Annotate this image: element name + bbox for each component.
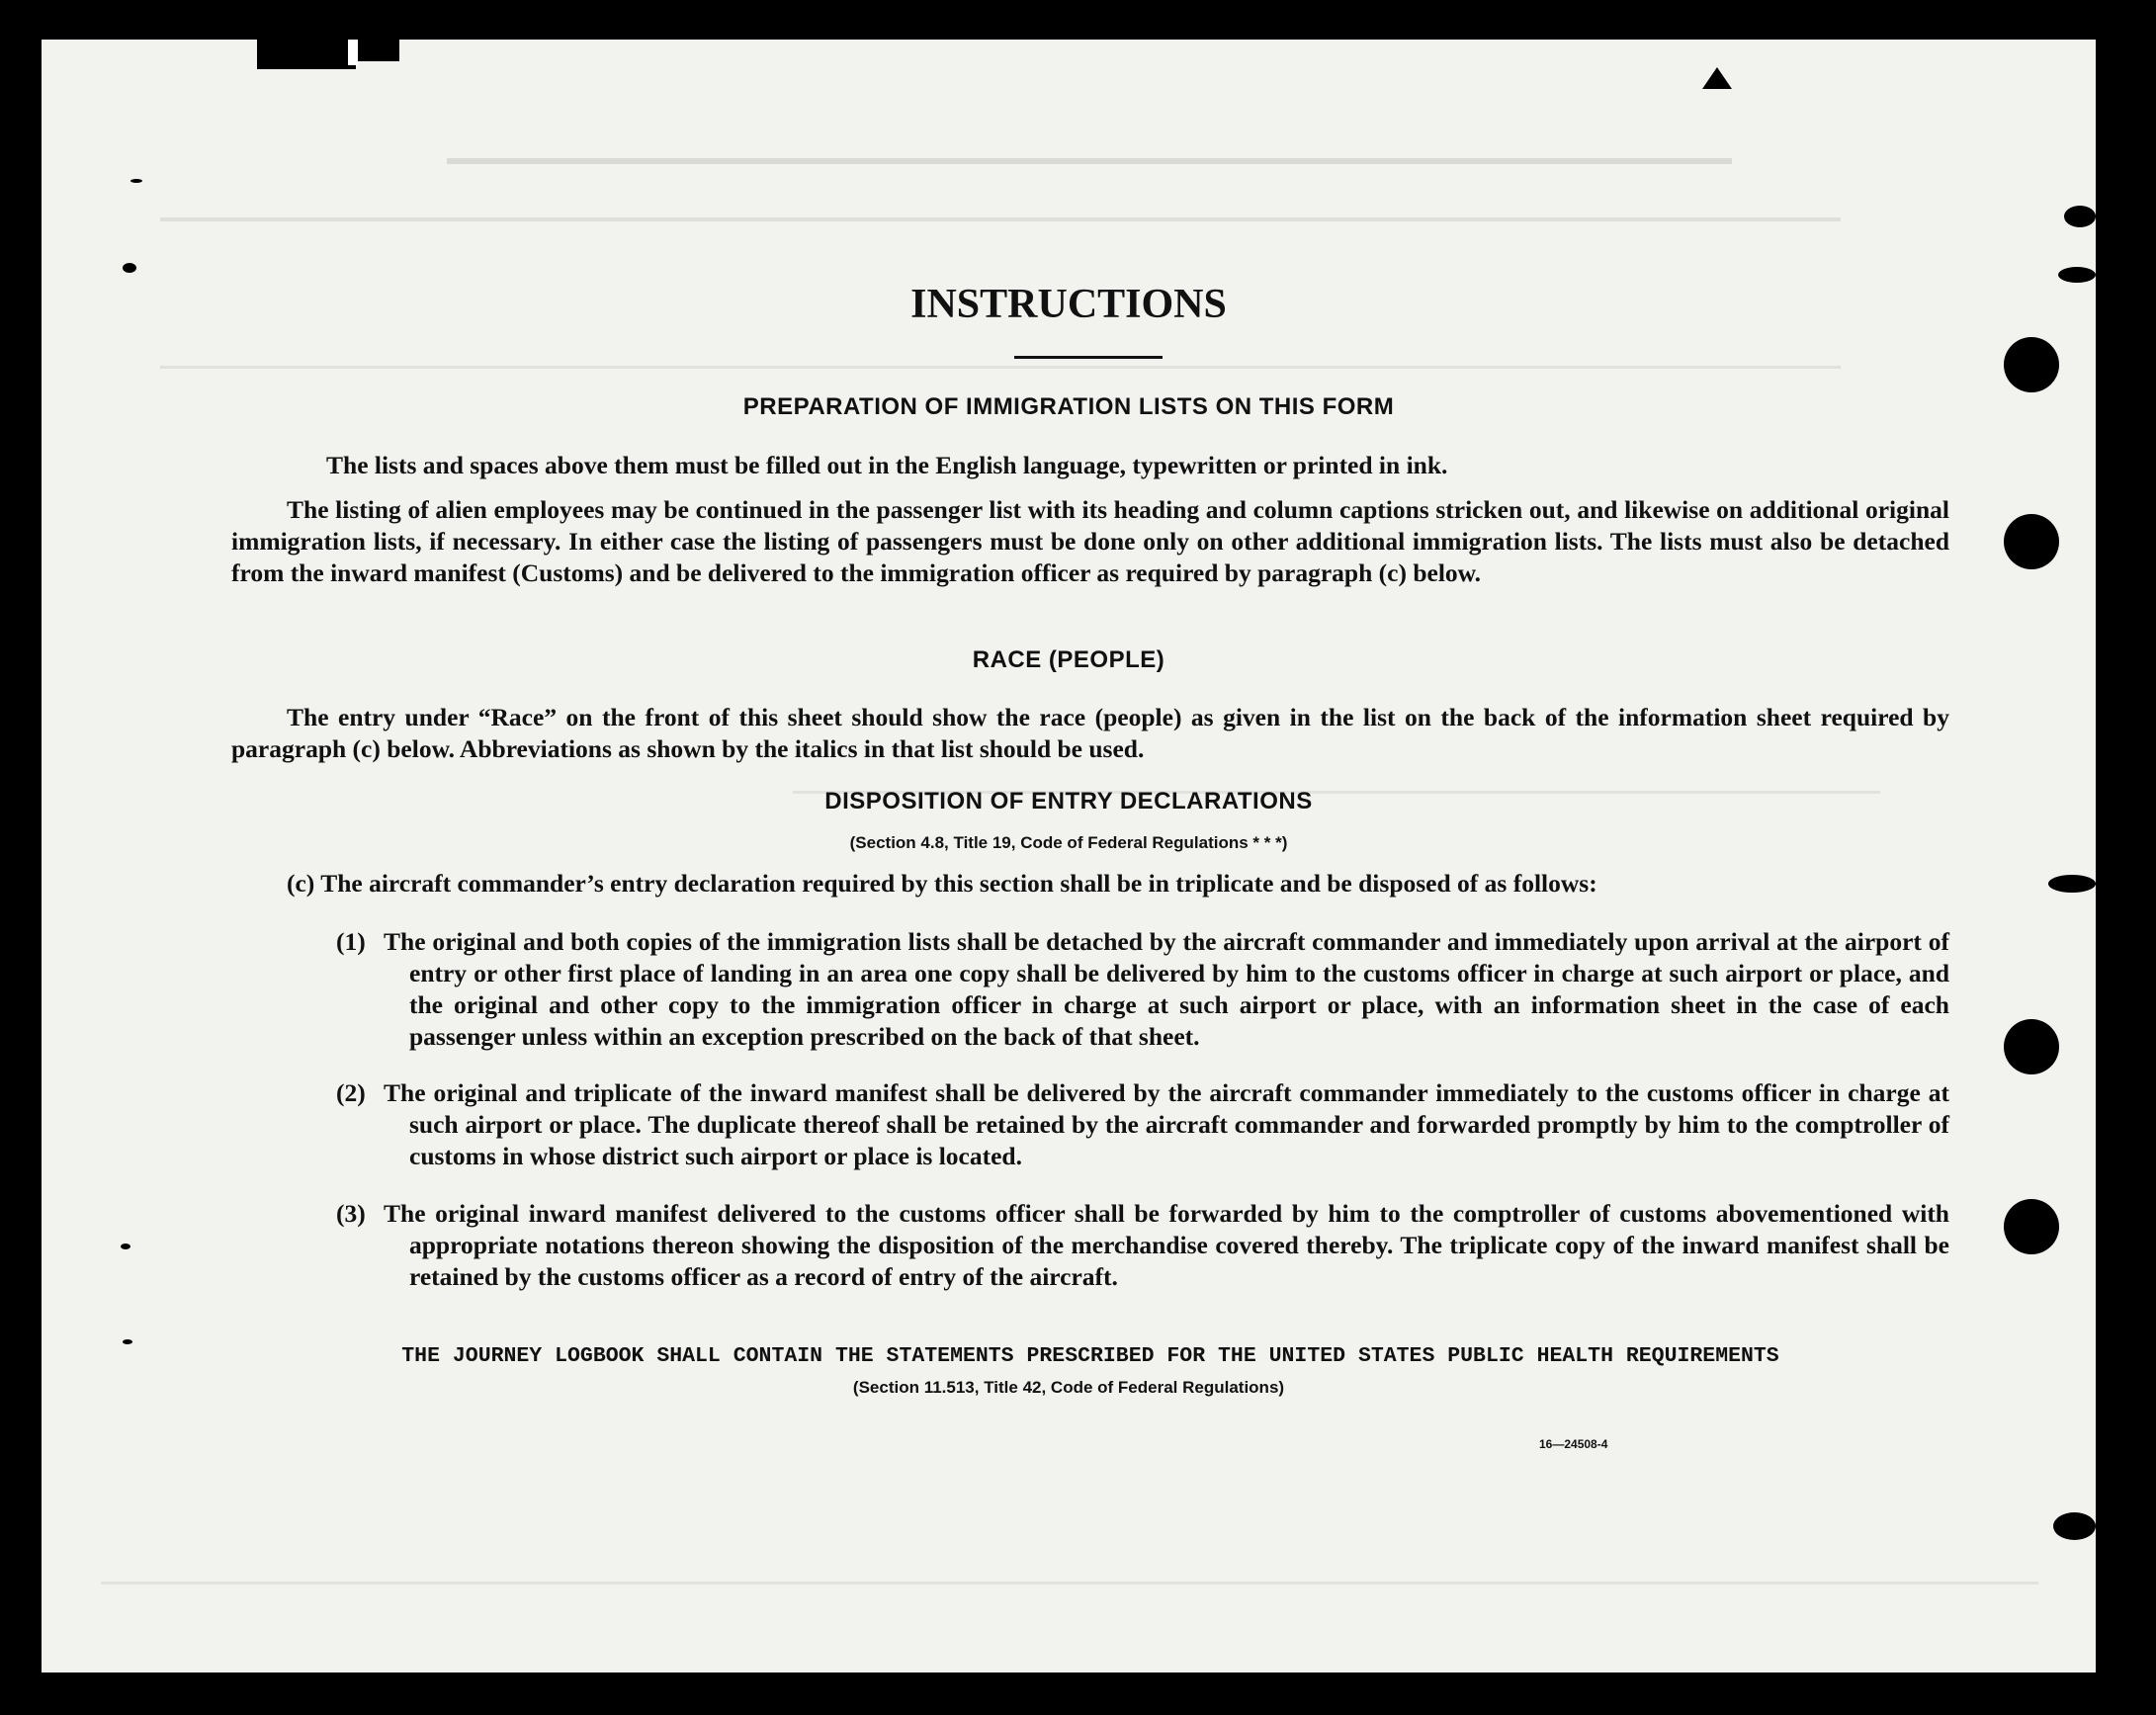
title-underline: [1014, 356, 1163, 359]
scan-speck: [130, 179, 142, 183]
section-heading-disposition: DISPOSITION OF ENTRY DECLARATIONS: [824, 788, 1313, 815]
tape-mark: [257, 40, 356, 69]
list-item-text: The original and triplicate of the inward manifest shall be delivered by the aircraft commander immediately to the customs officer in charge at such airport or place. The duplicate thereof shall be retained by the aircraft commander and forwarded promptly by him to the comptroller of customs in whose district such airport or place is located.: [384, 1078, 1949, 1170]
bleed-through: [101, 1582, 2038, 1585]
race-text: The entry under “Race” on the front of this sheet should show the race (people) as given in the list on the back of the information sheet required by paragraph (c) below. Abbreviations as shown by the italics in that list should be used.: [231, 703, 1949, 763]
list-item-number: (1): [336, 927, 366, 956]
bleed-through: [160, 217, 1841, 221]
punch-hole: [2004, 514, 2059, 569]
document-page: [42, 40, 2096, 1672]
race-paragraph: [231, 702, 1949, 765]
scan-speck: [123, 263, 136, 273]
punch-hole: [2004, 1199, 2059, 1254]
page-title: INSTRUCTIONS: [910, 282, 1227, 327]
scan-speck: [1702, 67, 1732, 89]
footer-reference: (Section 11.513, Title 42, Code of Federal Regulations): [852, 1378, 1285, 1397]
scan-speck: [2053, 1512, 2096, 1540]
disposition-reference: (Section 4.8, Title 19, Code of Federal Regulations * * *): [849, 833, 1288, 852]
list-item-text: The original inward manifest delivered to the customs officer shall be forwarded by him to the comptroller of customs abovementioned with appropriate notations thereon showing the disposition of the merchandise covered thereby. The triplicate copy of the inward manifest shall be retained by the customs officer as a record of entry of the aircraft.: [384, 1199, 1949, 1291]
scan-speck: [2048, 875, 2096, 893]
list-item-number: (3): [336, 1199, 366, 1228]
preparation-paragraph-1: [287, 450, 1967, 481]
disposition-intro-text: (c) The aircraft commander’s entry declaration required by this section shall be in triplicate and be disposed of as follows:: [287, 869, 1597, 898]
scan-speck: [123, 1339, 132, 1344]
form-code: 16—24508-4: [1539, 1437, 1608, 1451]
section-heading-preparation: PREPARATION OF IMMIGRATION LISTS ON THIS FORM: [742, 393, 1395, 420]
list-item-text: The original and both copies of the immigration lists shall be detached by the aircraft commander and immediately upon arrival at the airport of entry or other first place of landing in an area one copy shall be delivered by him to the customs officer in charge at such airport or place, and the original and other copy to the immigration officer in charge at such airport or place, with an information sheet in the case of each passenger unless within an exception prescribed on the back of that sheet.: [384, 927, 1949, 1051]
scan-speck: [121, 1243, 130, 1249]
bleed-through: [160, 366, 1841, 369]
preparation-paragraph-2: [231, 494, 1949, 589]
section-heading-race: RACE (PEOPLE): [972, 646, 1165, 673]
list-item: [336, 1198, 1949, 1293]
footer-statement: THE JOURNEY LOGBOOK SHALL CONTAIN THE STATEMENTS PRESCRIBED FOR THE UNITED STATES PUBLIC HEALTH REQUIREMENTS: [401, 1344, 1779, 1368]
list-item: [336, 1077, 1949, 1172]
preparation-text-1: The lists and spaces above them must be filled out in the English language, typewritten or printed in ink.: [326, 451, 1448, 479]
punch-hole: [2004, 337, 2059, 392]
scan-speck: [2064, 206, 2096, 227]
bleed-through: [447, 158, 1732, 164]
punch-hole: [2004, 1019, 2059, 1074]
tape-mark: [358, 40, 399, 61]
list-item: [336, 926, 1949, 1053]
list-item-number: (2): [336, 1078, 366, 1107]
tape-mark: [348, 40, 358, 65]
disposition-intro: [287, 868, 1967, 900]
preparation-text-2: The listing of alien employees may be continued in the passenger list with its heading and column captions stricken out, and likewise on additional original immigration lists, if necessary. In either case the listing of passengers must be done only on other additional immigration lists. The lists must also be detached from the inward manifest (Customs) and be delivered to the immigration officer as required by paragraph (c) below.: [231, 495, 1949, 587]
